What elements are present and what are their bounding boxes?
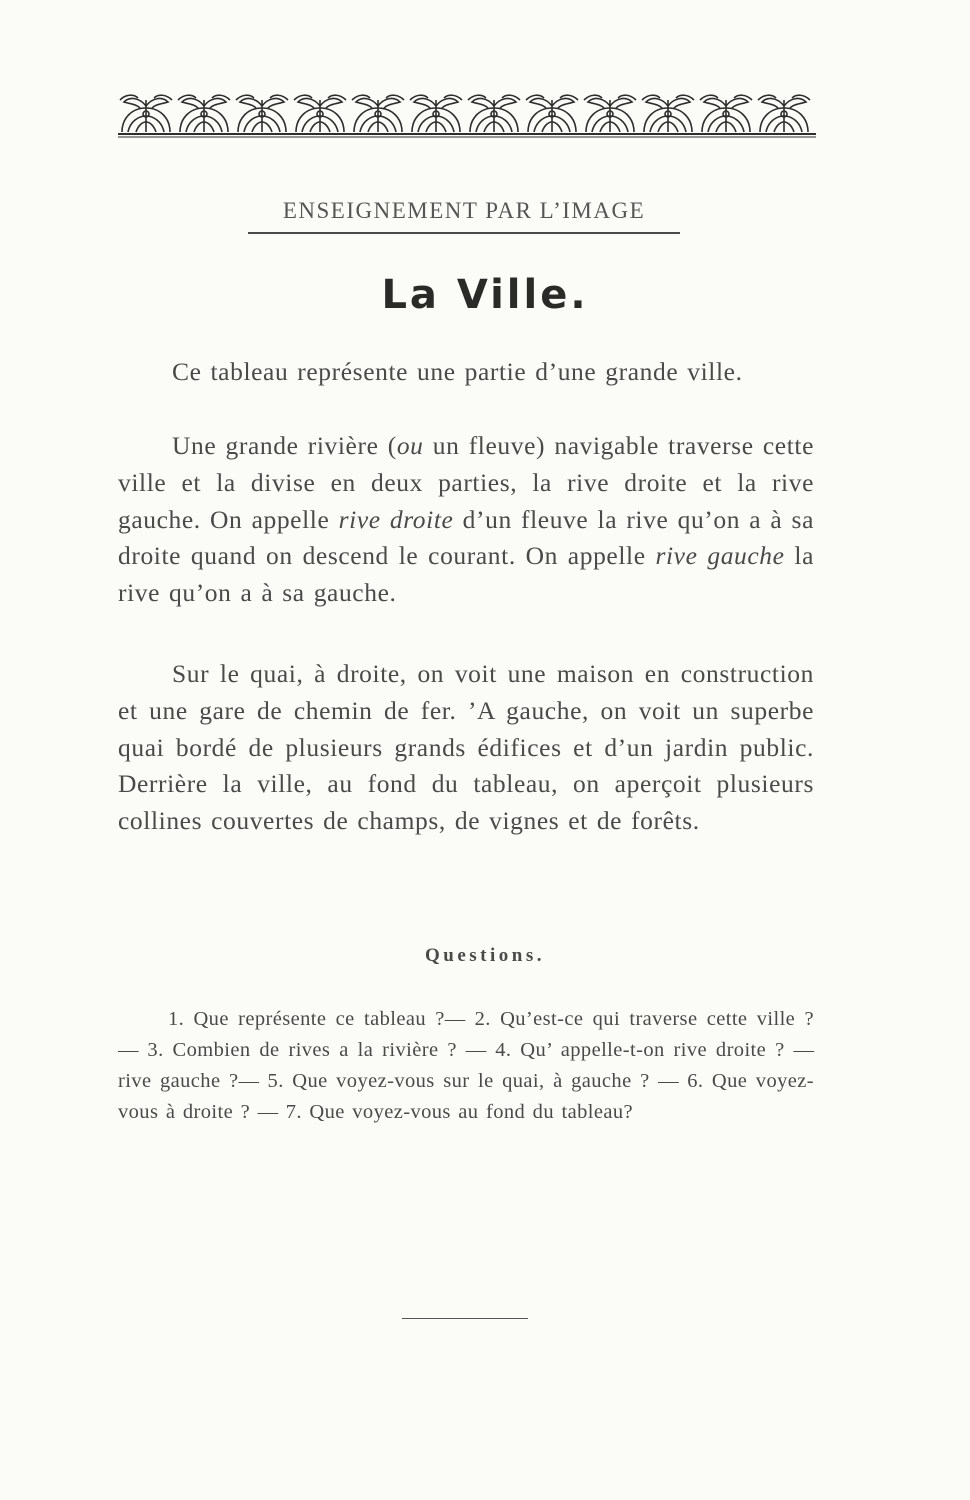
paragraph-river-text: Une grande rivière ( <box>172 431 397 460</box>
question-item: 5. Que voyez-vous sur le quai, à gauche ? <box>267 1070 650 1092</box>
paragraph-river-italic-ou: ou <box>396 431 424 460</box>
question-separator: — <box>118 1039 139 1061</box>
section-heading-underline <box>248 232 680 234</box>
questions-heading: Questions. <box>425 945 545 966</box>
paragraph-river-text: d’un fleuve la rive qu’on a à sa droite quand on descend le courant. On appelle <box>118 504 814 571</box>
paragraph-river-italic-rive-gauche: rive gauche <box>655 541 785 571</box>
question-item: 4. Qu’ appelle-t-on rive droite ? <box>495 1039 785 1061</box>
paragraph-quai: Sur le quai, à droite, on voit une maison en construction et une gare de chemin de fer. ’A gauche, on voit un superbe quai bordé de plusieurs grands édifices et d’un jardin public. Derrière la ville, au fond du tableau, on aperçoit plusieurs collines couvertes de champs, de vignes et de forêts. <box>118 659 814 836</box>
page-title: La Ville. <box>381 272 589 318</box>
question-separator: — <box>444 1008 466 1030</box>
question-item: 1. Que représente ce tableau ? <box>168 1008 445 1030</box>
question-separator: — <box>465 1039 487 1061</box>
question-separator: — <box>257 1101 279 1123</box>
section-heading: ENSEIGNEMENT PAR L’IMAGE <box>282 198 646 223</box>
question-item: 7. Que voyez-vous au fond du tableau? <box>285 1101 633 1123</box>
paragraph-river-text: la rive qu’on a à sa gauche. <box>118 541 815 608</box>
question-item: 2. Qu’est-ce qui traverse cette ville ? <box>474 1008 814 1030</box>
paragraph-intro: Ce tableau représente une partie d’une grande ville. <box>172 357 743 386</box>
question-separator: — <box>658 1070 679 1092</box>
question-separator: — <box>238 1070 259 1092</box>
question-separator: — <box>793 1039 814 1061</box>
paragraph-river-text: un fleuve) navigable traverse cette ville et la divise en deux parties, la rive droite et la rive gauche. On appelle <box>118 431 814 534</box>
paragraph-river-italic-rive-droite: rive droite <box>338 504 454 534</box>
decorative-border-ornament <box>118 92 818 138</box>
question-item: 6. Que voyez-vous à droite ? <box>118 1070 814 1123</box>
end-rule <box>402 1318 528 1319</box>
questions-list <box>118 1004 814 1128</box>
question-item: 3. Combien de rives a la rivière ? <box>147 1039 457 1061</box>
question-item: rive gauche ? <box>118 1070 239 1092</box>
paragraph-river <box>118 428 814 612</box>
